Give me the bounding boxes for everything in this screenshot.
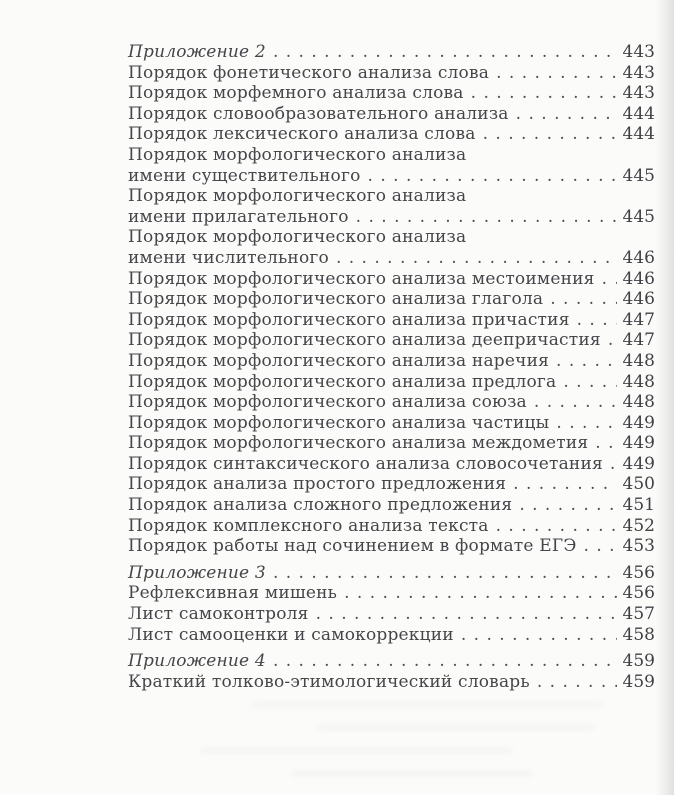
toc-entry [128,625,655,646]
toc-entry [128,583,655,604]
toc-entry-page: 453 [622,536,655,557]
toc-entry [128,351,655,372]
toc-entry-page: 449 [622,412,655,433]
toc-entry [128,433,655,454]
toc-entry [128,392,655,413]
dot-leader [563,372,616,393]
toc-entry-label: Порядок морфологического анализа [128,227,467,248]
toc-entry-label: Порядок фонетического анализа слова [128,62,490,83]
toc-entry [128,227,655,248]
dot-leader [608,330,617,351]
toc-entry-page: 448 [622,392,655,413]
toc-entry-label: Лист самоконтроля [128,604,309,625]
toc-entry-label: Порядок морфологического анализа междометия [128,433,589,454]
table-of-contents [128,42,655,692]
toc-entry [128,516,655,537]
dot-leader [602,269,617,290]
toc-entry-label: Лист самооценки и самокоррекции [128,624,454,645]
dot-leader [496,63,616,84]
toc-entry [128,536,655,557]
dot-leader [483,124,617,145]
toc-entry [128,83,655,104]
toc-entry [128,124,655,145]
toc-entry-page: 443 [622,62,655,83]
dot-leader [584,536,617,557]
toc-section [128,563,655,645]
toc-entry-label: Рефлексивная мишень [128,583,338,604]
dot-leader [534,392,617,413]
toc-entry [128,289,655,310]
toc-entry-label: имени прилагательного [128,206,349,227]
dot-leader [496,516,617,537]
toc-entry-page: 451 [622,495,655,516]
toc-entry [128,454,655,475]
toc-entry-page: 448 [622,350,655,371]
dot-leader [461,625,617,646]
toc-entry [128,42,655,63]
toc-entry [128,166,655,187]
dot-leader [368,166,617,187]
toc-entry-label: Порядок морфологического анализа глагола [128,289,544,310]
toc-entry-page: 443 [622,42,655,62]
toc-entry-label: Порядок словообразовательного анализа [128,103,509,124]
toc-entry-page: 456 [622,562,655,583]
dot-leader [513,474,616,495]
toc-entry-page: 446 [622,289,655,310]
toc-entry [128,651,655,672]
toc-entry [128,63,655,84]
dot-leader [344,583,616,604]
toc-entry-page: 445 [622,165,655,186]
dot-leader [556,351,617,372]
toc-entry-page: 449 [622,433,655,454]
toc-entry-page: 444 [622,124,655,145]
dot-leader [537,672,617,693]
toc-entry-label: имени существительного [128,165,361,186]
toc-entry [128,145,655,166]
dot-leader [273,563,617,584]
toc-entry-label: Краткий толково-этимологический словарь [128,671,530,692]
dot-leader [577,310,617,331]
toc-entry-page: 445 [622,206,655,227]
toc-entry-page: 447 [622,309,655,330]
toc-entry-label: Порядок морфологического анализа предлога [128,371,557,392]
toc-entry-label: Приложение 3 [128,562,266,583]
bleed-through-artifact [140,685,644,777]
toc-entry [128,474,655,495]
toc-entry [128,413,655,434]
toc-entry-label: Порядок морфологического анализа союза [128,392,527,413]
toc-entry-label: Порядок лексического анализа слова [128,124,476,145]
toc-entry [128,604,655,625]
toc-entry-label: Порядок синтаксического анализа словосочетания [128,453,603,474]
toc-section [128,651,655,692]
toc-entry [128,248,655,269]
dot-leader [556,413,616,434]
toc-entry-label: Порядок морфологического анализа [128,144,467,165]
toc-entry [128,269,655,290]
dot-leader [595,433,616,454]
toc-entry-label: Порядок комплексного анализа текста [128,515,489,536]
toc-entry [128,310,655,331]
toc-entry-label: Порядок морфемного анализа слова [128,83,464,104]
toc-entry [128,186,655,207]
toc-entry-label: Порядок морфологического анализа причастия [128,309,570,330]
toc-entry-page: 446 [622,268,655,289]
toc-entry-label: Порядок работы над сочинением в формате ЕГЭ [128,536,577,557]
toc-entry [128,104,655,125]
dot-leader [273,651,617,672]
dot-leader [356,207,617,228]
toc-entry-label: имени числительного [128,247,329,268]
toc-entry [128,495,655,516]
toc-entry-label: Приложение 2 [128,42,266,62]
toc-entry-page: 456 [622,583,655,604]
page-edge-shadow [656,0,674,795]
toc-entry-page: 450 [622,474,655,495]
toc-entry-label: Порядок морфологического анализа местоимения [128,268,595,289]
toc-entry-page: 459 [622,671,655,692]
dot-leader [610,454,617,475]
dot-leader [336,248,617,269]
toc-entry [128,207,655,228]
toc-entry-page: 457 [622,604,655,625]
toc-entry-label: Порядок анализа простого предложения [128,474,507,495]
dot-leader [273,42,617,63]
toc-entry [128,563,655,584]
toc-entry-page: 443 [622,83,655,104]
toc-entry [128,330,655,351]
toc-entry-label: Порядок анализа сложного предложения [128,495,513,516]
toc-entry [128,672,655,693]
toc-entry-page: 449 [622,453,655,474]
toc-entry-page: 452 [622,515,655,536]
dot-leader [516,104,617,125]
toc-entry-page: 459 [622,651,655,672]
dot-leader [519,495,616,516]
toc-entry-page: 447 [622,330,655,351]
toc-entry-page: 444 [622,103,655,124]
dot-leader [471,83,617,104]
dot-leader [550,289,616,310]
toc-entry [128,372,655,393]
toc-entry-label: Приложение 4 [128,651,266,672]
toc-entry-page: 446 [622,247,655,268]
toc-section [128,42,655,557]
dot-leader [316,604,617,625]
toc-entry-page: 458 [622,624,655,645]
toc-entry-page: 448 [622,371,655,392]
toc-entry-label: Порядок морфологического анализа деепричастия [128,330,601,351]
toc-entry-label: Порядок морфологического анализа наречия [128,350,550,371]
toc-entry-label: Порядок морфологического анализа частицы [128,412,550,433]
toc-entry-label: Порядок морфологического анализа [128,186,467,207]
